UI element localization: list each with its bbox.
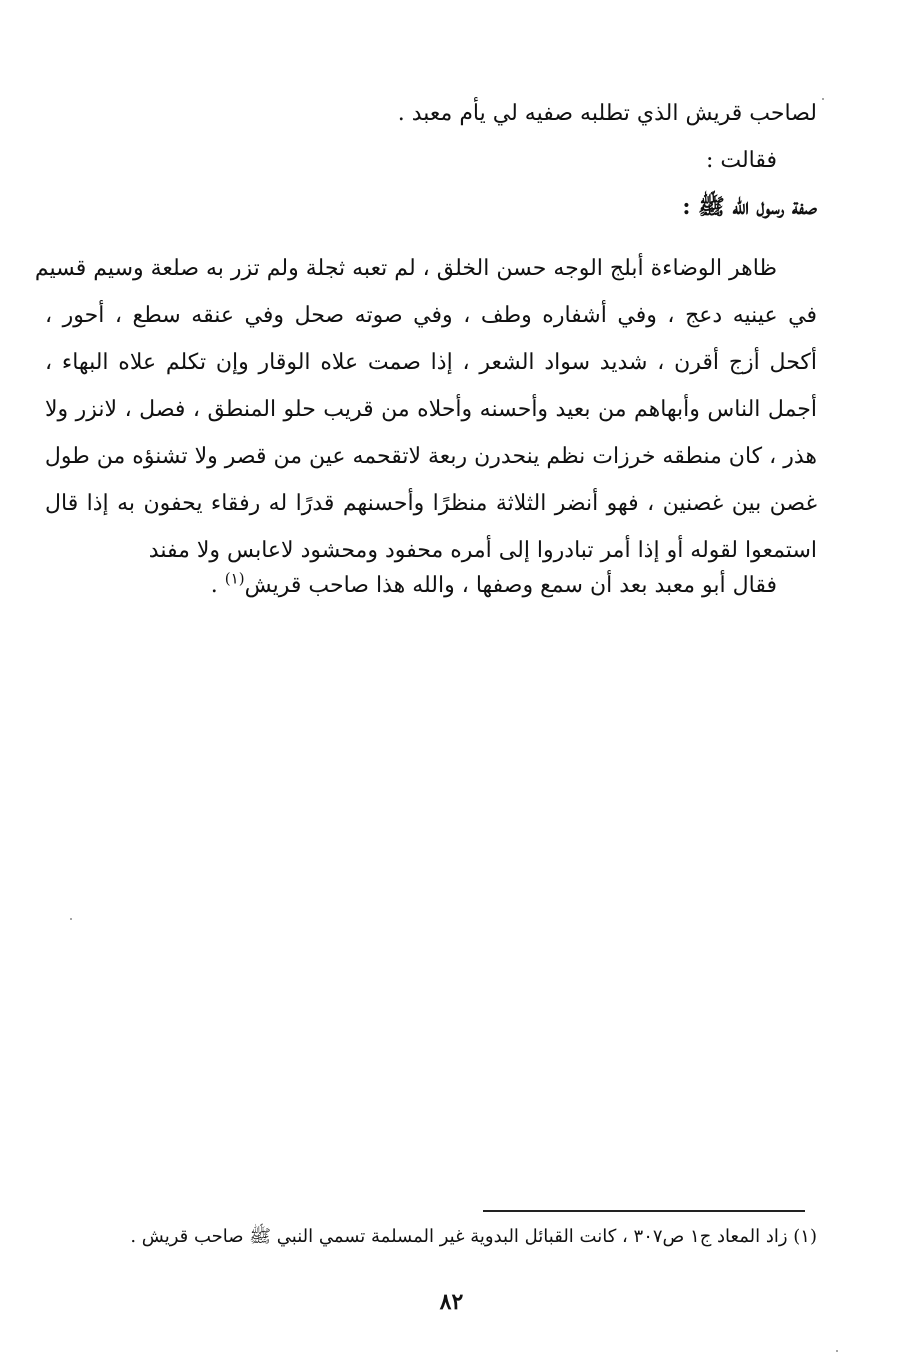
description-paragraph (34, 245, 817, 574)
intro-line: لصاحب قريش الذي تطلبه صفيه لي يأم معبد . (397, 101, 817, 126)
closing-text: فقال أبو معبد بعد أن سمع وصفها ، والله هذا صاحب قريش (244, 573, 777, 598)
intro-line: فقالت : (705, 148, 777, 173)
paragraph-line: غصن بين غصنين ، فهو أنضر الثلاثة منظرًا وأحسنهم قدرًا له رفقاء يحفون به إذا قال (45, 491, 817, 516)
intro-block (45, 90, 817, 231)
closing-line (45, 562, 817, 609)
page-number: ٨٢ (439, 1289, 464, 1315)
paper-speck (822, 98, 824, 100)
paragraph-line: في عينيه دعج ، وفي أشفاره وطف ، وفي صوته صحل وفي عنقه سطع ، أحور ، (45, 303, 817, 328)
paragraph-line: أجمل الناس وأبهاهم من بعيد وأحسنه وأحلاه من قريب حلو المنطق ، فصل ، لانزر ولا (45, 397, 817, 422)
footnote-separator (483, 1210, 805, 1212)
closing-paragraph (45, 562, 817, 609)
footnote: (١) زاد المعاد ج١ ص٣٠٧ ، كانت القبائل البدوية غير المسلمة تسمي النبي ﷺ صاحب قريش . (130, 1226, 817, 1247)
section-heading: صفة رسول الله ﷺ : (682, 194, 817, 220)
paragraph-line: ظاهر الوضاءة أبلج الوجه حسن الخلق ، لم تعبه ثجلة ولم تزر به صلعة وسيم قسيم (34, 256, 777, 281)
paragraph-line: استمعوا لقوله أو إذا أمر تبادروا إلى أمره محفود ومحشود لاعابس ولا مفند (148, 538, 817, 563)
paper-speck (836, 1350, 838, 1352)
footnote-reference[interactable]: (١) (224, 569, 245, 588)
paragraph-line: هذر ، كان منطقه خرزات نظم ينحدرن ربعة لاتقحمه عين من قصر ولا تشنؤه من طول (44, 444, 817, 469)
paper-speck (70, 918, 72, 920)
paragraph-line: أكحل أزج أقرن ، شديد سواد الشعر ، إذا صمت علاه الوقار وإن تكلم علاه البهاء ، (45, 350, 817, 375)
closing-period: . (210, 573, 225, 598)
